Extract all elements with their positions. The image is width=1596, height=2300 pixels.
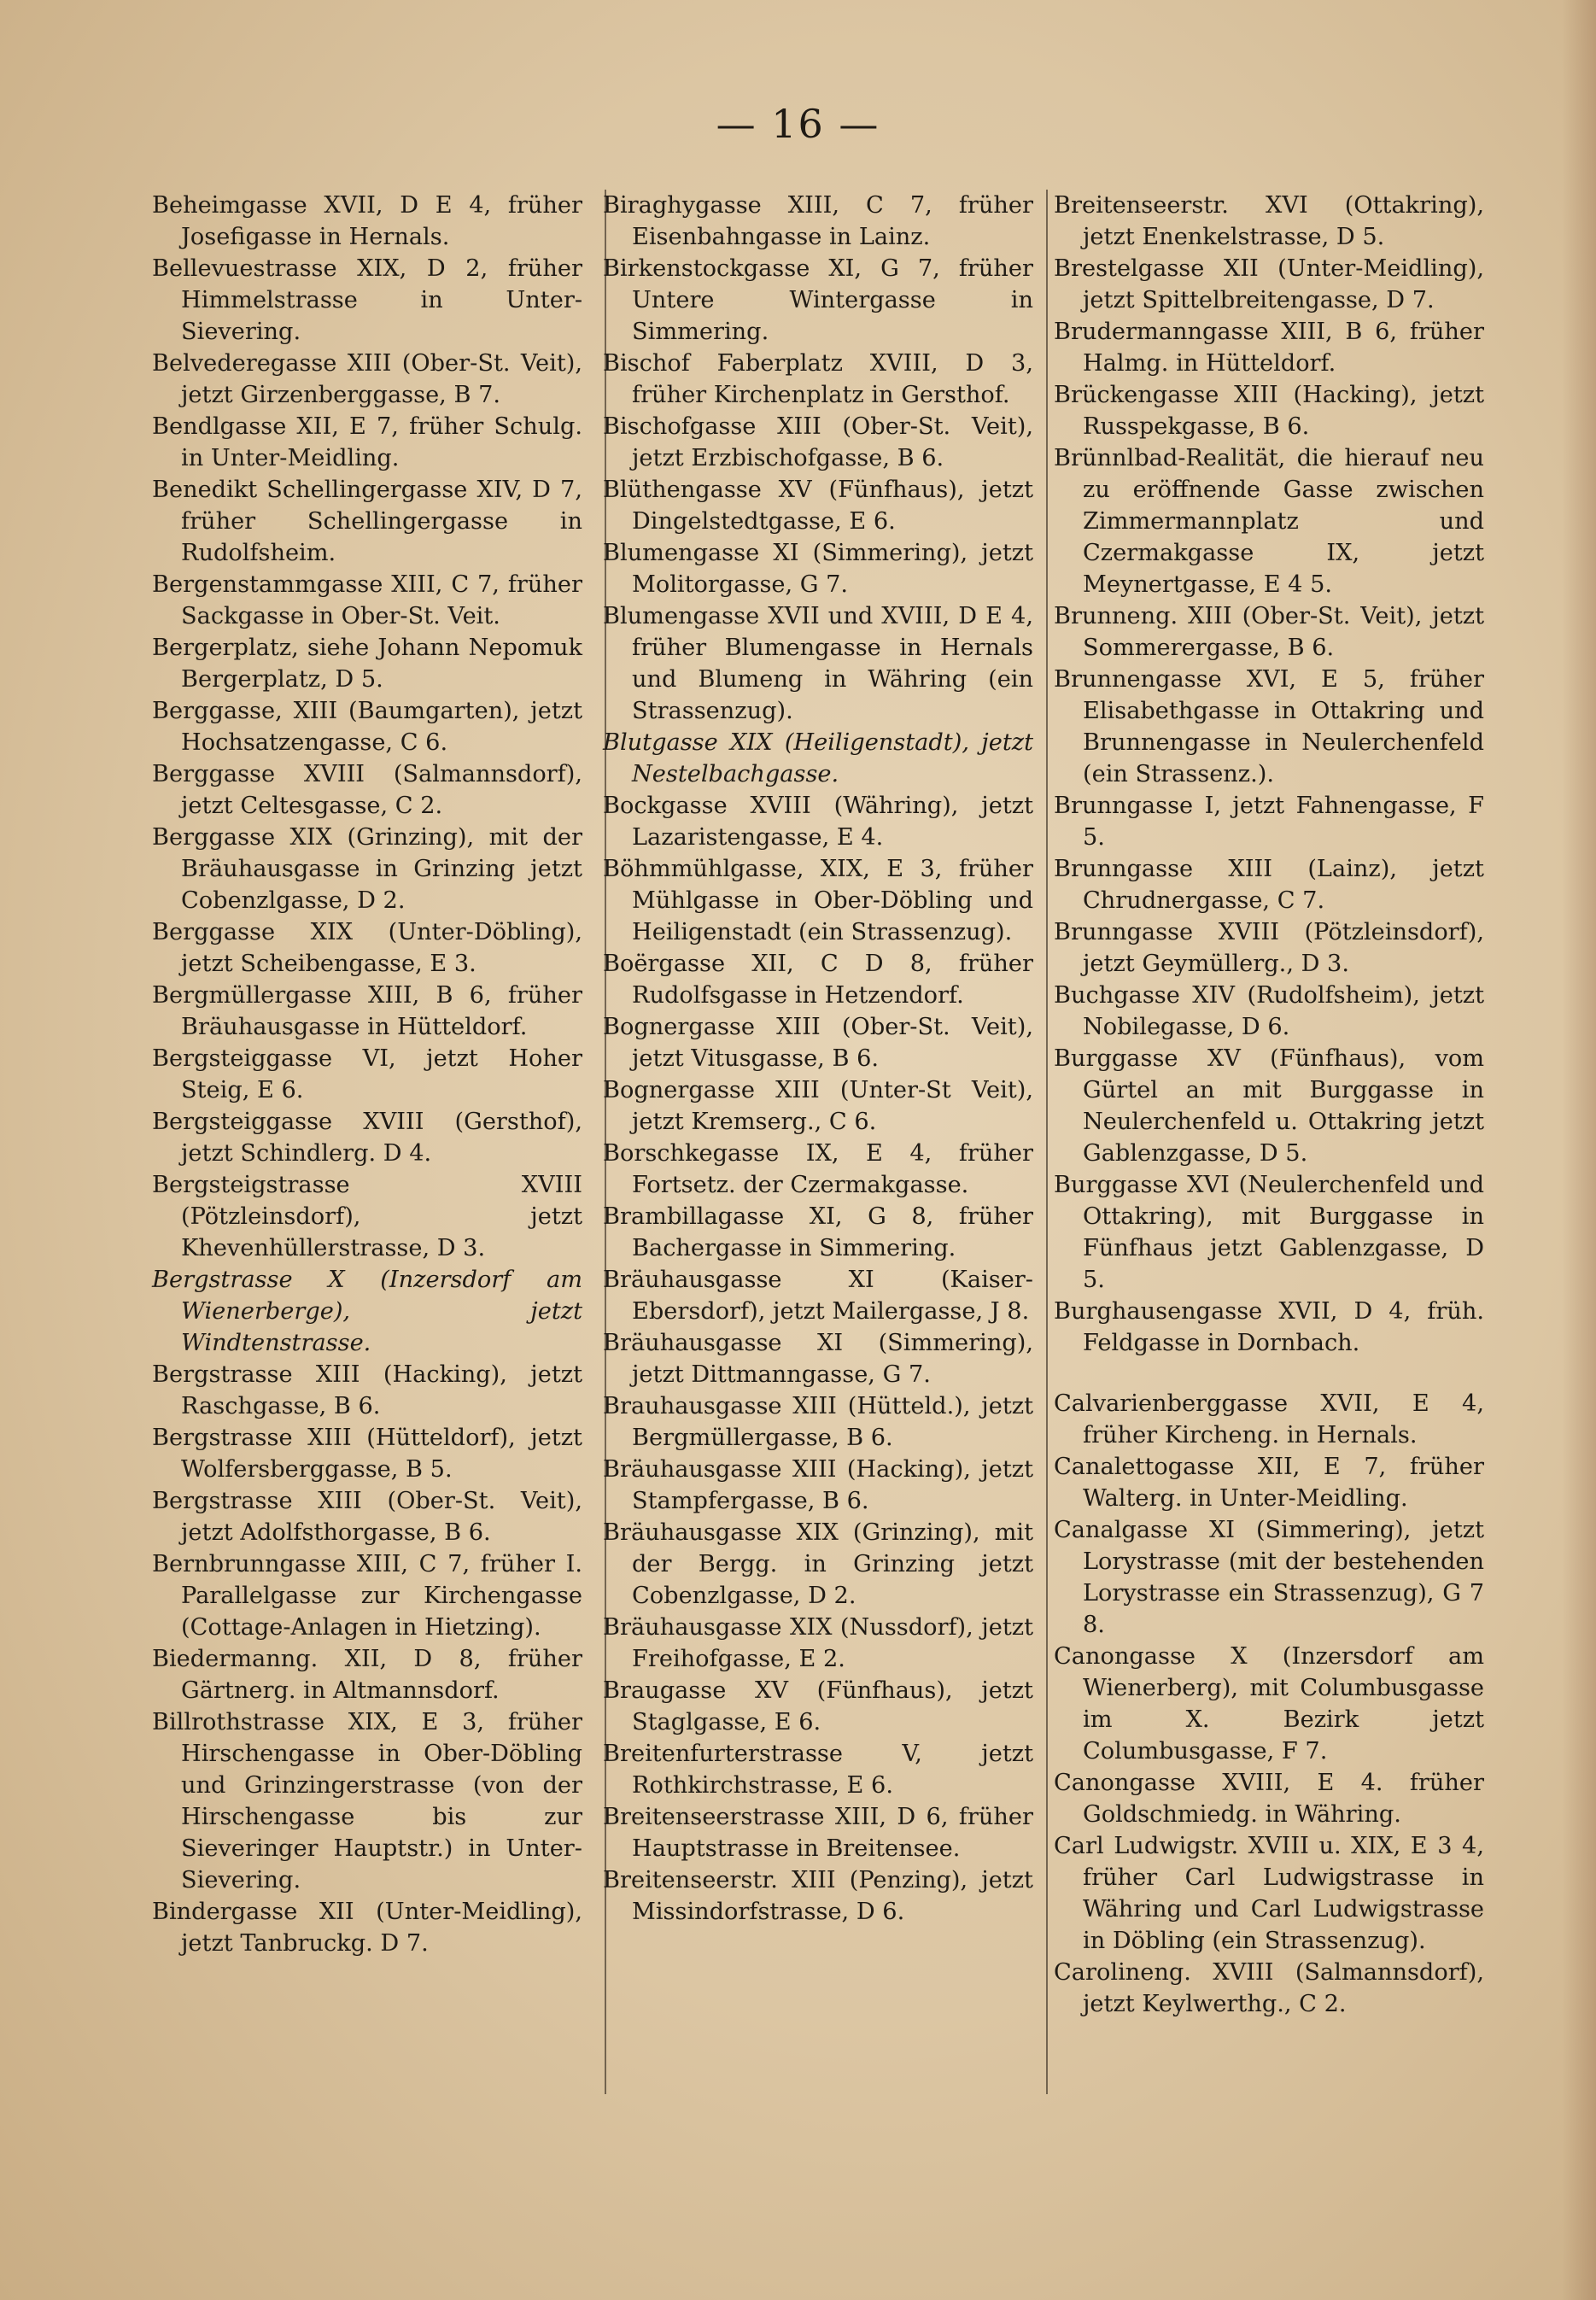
- index-entry: Blumengasse XI (Simmering), jetzt Molitorgasse, G 7.: [603, 540, 1033, 598]
- index-entry: Blutgasse XIX (Heiligenstadt), jetzt Nestelbachgasse.: [603, 729, 1033, 787]
- index-entry: Bergsteiggasse XVIII (Gersthof), jetzt Schindlerg. D 4.: [152, 1109, 582, 1167]
- index-entry: Brauhausgasse XIII (Hütteld.), jetzt Bergmüllergasse, B 6.: [603, 1393, 1033, 1451]
- index-entry: Bräuhausgasse XIX (Grinzing), mit der Bergg. in Grinzing jetzt Cobenzlgasse, D 2.: [603, 1519, 1033, 1609]
- index-entry: Bognergasse XIII (Unter-St Veit), jetzt Kremserg., C 6.: [603, 1077, 1033, 1135]
- index-entry: Brunngasse I, jetzt Fahnengasse, F 5.: [1054, 793, 1484, 851]
- index-entry: Borschkegasse IX, E 4, früher Fortsetz. der Czermakgasse.: [603, 1140, 1033, 1198]
- index-entry: Canongasse XVIII, E 4. früher Goldschmiedg. in Währing.: [1054, 1770, 1484, 1828]
- index-entry: Brunngasse XIII (Lainz), jetzt Chrudnergasse, C 7.: [1054, 856, 1484, 914]
- index-entry: Berggasse, XIII (Baumgarten), jetzt Hochsatzengasse, C 6.: [152, 698, 582, 756]
- column-3: [1054, 190, 1484, 2077]
- index-entry: Bergstrasse XIII (Hütteldorf), jetzt Wolfersberggasse, B 5.: [152, 1425, 582, 1483]
- index-entry: Bischofgasse XIII (Ober-St. Veit), jetzt Erzbischofgasse, B 6.: [603, 413, 1033, 471]
- index-entry: Burggasse XVI (Neulerchenfeld und Ottakring), mit Burggasse in Fünfhaus jetzt Gablenzgasse, D 5.: [1054, 1172, 1484, 1293]
- index-entry: Burghausengasse XVII, D 4, früh. Feldgasse in Dornbach.: [1054, 1298, 1484, 1356]
- index-entry: Blüthengasse XV (Fünfhaus), jetzt Dingelstedtgasse, E 6.: [603, 477, 1033, 535]
- index-entry: Breitenfurterstrasse V, jetzt Rothkirchstrasse, E 6.: [603, 1741, 1033, 1799]
- index-entry: Canalgasse XI (Simmering), jetzt Lorystrasse (mit der bestehenden Lorystrasse ein Strassenzug), G 7 8.: [1054, 1517, 1484, 1638]
- index-entry: Biraghygasse XIII, C 7, früher Eisenbahngasse in Lainz.: [603, 192, 1033, 250]
- index-entry: Böhmmühlgasse, XIX, E 3, früher Mühlgasse in Ober-Döbling und Heiligenstadt (ein Strassenzug).: [603, 856, 1033, 945]
- index-entry: Brudermanngasse XIII, B 6, früher Halmg. in Hütteldorf.: [1054, 319, 1484, 377]
- index-entry: Birkenstockgasse XI, G 7, früher Untere Wintergasse in Simmering.: [603, 255, 1033, 345]
- index-entry: Canongasse X (Inzersdorf am Wienerberg), mit Columbusgasse im X. Bezirk jetzt Columbusgasse, F 7.: [1054, 1643, 1484, 1765]
- index-entry: Carolineng. XVIII (Salmannsdorf), jetzt Keylwerthg., C 2.: [1054, 1959, 1484, 2017]
- index-entry: Bendlgasse XII, E 7, früher Schulg. in Unter-Meidling.: [152, 413, 582, 471]
- index-entry: Bergsteiggasse VI, jetzt Hoher Steig, E 6.: [152, 1045, 582, 1103]
- index-entry: Berggasse XVIII (Salmannsdorf), jetzt Celtesgasse, C 2.: [152, 761, 582, 819]
- index-entry: Brunneng. XIII (Ober-St. Veit), jetzt Sommerergasse, B 6.: [1054, 603, 1484, 661]
- index-entry: Berggasse XIX (Unter-Döbling), jetzt Scheibengasse, E 3.: [152, 919, 582, 977]
- index-entry: Billrothstrasse XIX, E 3, früher Hirschengasse in Ober-Döbling und Grinzingerstrasse (von der Hirschengasse bis zur Sieveringer Hauptstr.) in Unter-Sievering.: [152, 1709, 582, 1893]
- index-entry: Brünnlbad-Realität, die hierauf neu zu eröffnende Gasse zwischen Zimmermannplatz und Czermakgasse IX, jetzt Meynertgasse, E 4 5.: [1054, 445, 1484, 598]
- index-entry: Calvarienberggasse XVII, E 4, früher Kircheng. in Hernals.: [1054, 1390, 1484, 1448]
- index-entry: Bernbrunngasse XIII, C 7, früher I. Parallelgasse zur Kirchengasse (Cottage-Anlagen in Hietzing).: [152, 1551, 582, 1641]
- index-entry: Brestelgasse XII (Unter-Meidling), jetzt Spittelbreitengasse, D 7.: [1054, 255, 1484, 313]
- index-entry: Bischof Faberplatz XVIII, D 3, früher Kirchenplatz in Gersthof.: [603, 350, 1033, 408]
- index-entry: Breitenseerstr. XVI (Ottakring), jetzt Enenkelstrasse, D 5.: [1054, 192, 1484, 250]
- index-entry: Bellevuestrasse XIX, D 2, früher Himmelstrasse in Unter-Sievering.: [152, 255, 582, 345]
- index-entry: Bergerplatz, siehe Johann Nepomuk Bergerplatz, D 5.: [152, 635, 582, 693]
- index-entry: Beheimgasse XVII, D E 4, früher Josefigasse in Hernals.: [152, 192, 582, 250]
- index-entry: Bergenstammgasse XIII, C 7, früher Sackgasse in Ober-St. Veit.: [152, 571, 582, 629]
- index-entry: Boërgasse XII, C D 8, früher Rudolfsgasse in Hetzendorf.: [603, 951, 1033, 1009]
- index-entry: Bergstrasse X (Inzersdorf am Wienerberge), jetzt Windtenstrasse.: [152, 1267, 582, 1356]
- index-entry: Biedermanng. XII, D 8, früher Gärtnerg. in Altmannsdorf.: [152, 1646, 582, 1704]
- index-entry: Benedikt Schellingergasse XIV, D 7, früher Schellingergasse in Rudolfsheim.: [152, 477, 582, 566]
- index-entry: Bergsteigstrasse XVIII (Pötzleinsdorf), jetzt Khevenhüllerstrasse, D 3.: [152, 1172, 582, 1261]
- index-entry: Breitenseerstr. XIII (Penzing), jetzt Missindorfstrasse, D 6.: [603, 1867, 1033, 1925]
- index-entry: Brunnengasse XVI, E 5, früher Elisabethgasse in Ottakring und Brunnengasse in Neulerchenfeld (ein Strassenz.).: [1054, 666, 1484, 787]
- index-entry: Bergmüllergasse XIII, B 6, früher Bräuhausgasse in Hütteldorf.: [152, 982, 582, 1040]
- street-index-columns: [152, 190, 1484, 2077]
- index-entry: Brambillagasse XI, G 8, früher Bachergasse in Simmering.: [603, 1203, 1033, 1261]
- index-entry: Breitenseerstrasse XIII, D 6, früher Hauptstrasse in Breitensee.: [603, 1804, 1033, 1862]
- index-entry: Blumengasse XVII und XVIII, D E 4, früher Blumengasse in Hernals und Blumeng in Währing (ein Strassenzug).: [603, 603, 1033, 724]
- index-entry: Bindergasse XII (Unter-Meidling), jetzt Tanbruckg. D 7.: [152, 1899, 582, 1957]
- index-entry: Bräuhausgasse XIX (Nussdorf), jetzt Freihofgasse, E 2.: [603, 1614, 1033, 1672]
- column-1: [152, 190, 582, 2077]
- column-2: [603, 190, 1033, 2077]
- index-entry: Buchgasse XIV (Rudolfsheim), jetzt Nobilegasse, D 6.: [1054, 982, 1484, 1040]
- index-entry: Bockgasse XVIII (Währing), jetzt Lazaristengasse, E 4.: [603, 793, 1033, 851]
- index-entry: Burggasse XV (Fünfhaus), vom Gürtel an mit Burggasse in Neulerchenfeld u. Ottakring jetzt Gablenzgasse, D 5.: [1054, 1045, 1484, 1167]
- index-entry: Braugasse XV (Fünfhaus), jetzt Staglgasse, E 6.: [603, 1677, 1033, 1735]
- page-edge-shadow: [1562, 0, 1596, 2300]
- index-entry: Belvederegasse XIII (Ober-St. Veit), jetzt Girzenberggasse, B 7.: [152, 350, 582, 408]
- index-entry: Bergstrasse XIII (Hacking), jetzt Raschgasse, B 6.: [152, 1361, 582, 1419]
- index-entry: Canalettogasse XII, E 7, früher Walterg. in Unter-Meidling.: [1054, 1454, 1484, 1512]
- index-entry: Bräuhausgasse XI (Simmering), jetzt Dittmanngasse, G 7.: [603, 1330, 1033, 1388]
- index-entry: Bräuhausgasse XI (Kaiser-Ebersdorf), jetzt Mailergasse, J 8.: [603, 1267, 1033, 1325]
- index-entry: Bognergasse XIII (Ober-St. Veit), jetzt Vitusgasse, B 6.: [603, 1014, 1033, 1072]
- index-entry: Brückengasse XIII (Hacking), jetzt Russpekgasse, B 6.: [1054, 382, 1484, 440]
- index-entry: Bräuhausgasse XIII (Hacking), jetzt Stampfergasse, B 6.: [603, 1456, 1033, 1514]
- index-entry: Carl Ludwigstr. XVIII u. XIX, E 3 4, früher Carl Ludwigstrasse in Währing und Carl Ludwigstrasse in Döbling (ein Strassenzug).: [1054, 1833, 1484, 1954]
- index-entry: Bergstrasse XIII (Ober-St. Veit), jetzt Adolfsthorgasse, B 6.: [152, 1488, 582, 1546]
- section-gap: [1054, 1359, 1484, 1388]
- page-number: — 16 —: [716, 101, 880, 147]
- index-entry: Brunngasse XVIII (Pötzleinsdorf), jetzt Geymüllerg., D 3.: [1054, 919, 1484, 977]
- index-entry: Berggasse XIX (Grinzing), mit der Bräuhausgasse in Grinzing jetzt Cobenzlgasse, D 2.: [152, 824, 582, 914]
